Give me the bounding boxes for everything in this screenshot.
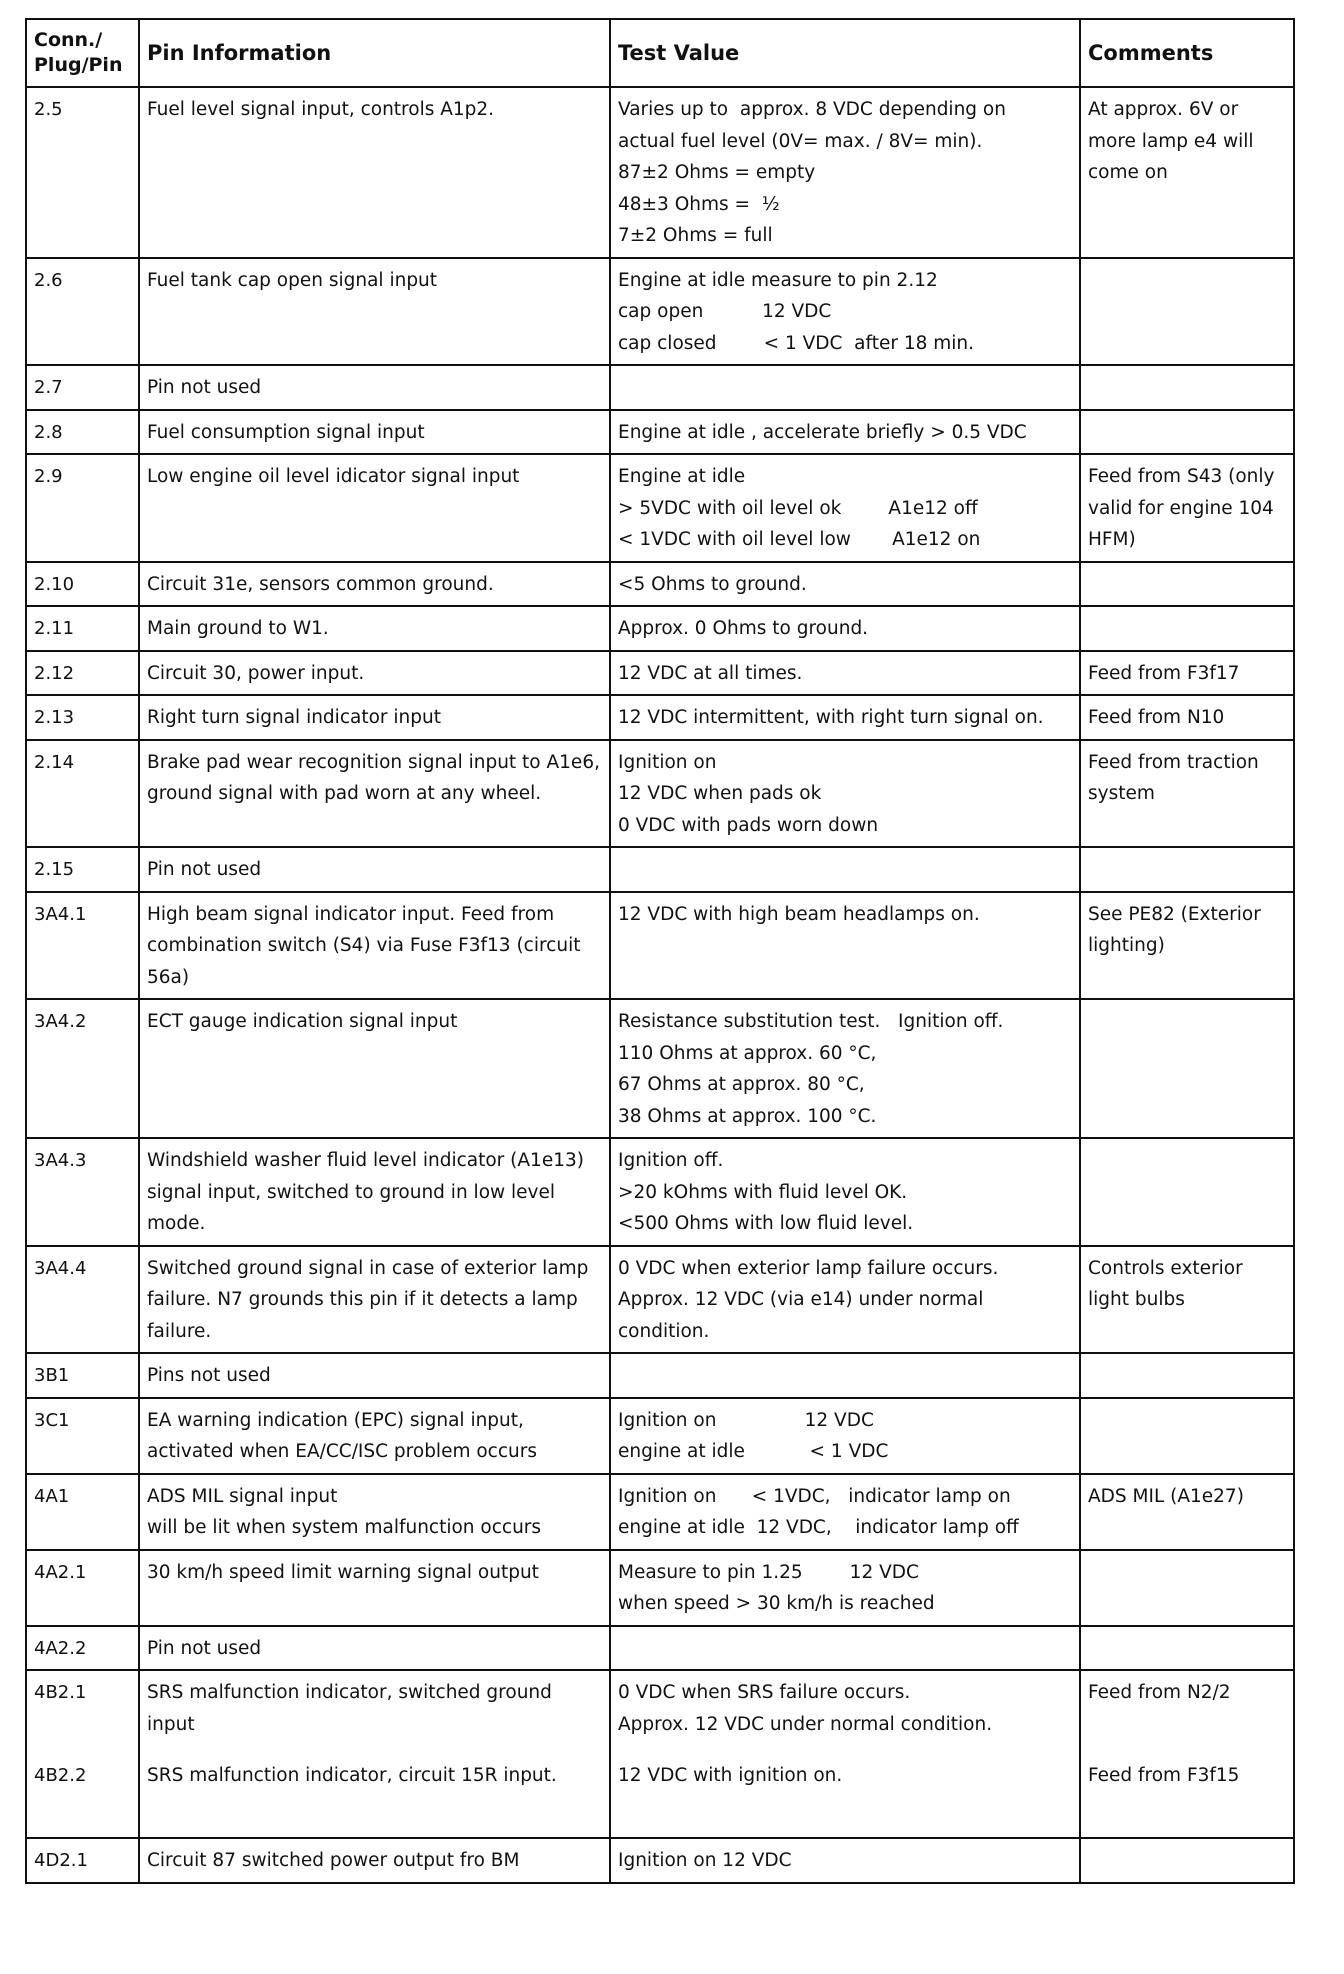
pin-information-cell: Right turn signal indicator input [139,695,610,740]
comments-cell: Feed from S43 (only valid for engine 104 HFM) [1080,454,1294,562]
test-value-cell [610,562,1080,607]
test-value-line: cap closed < 1 VDC after 18 min. [618,332,975,354]
comments-cell: ADS MIL (A1e27) [1080,1474,1294,1550]
test-value-line: Ignition on < 1VDC, indicator lamp on [618,1485,1011,1507]
comments-cell: At approx. 6V or more lamp e4 will come on [1080,87,1294,258]
table-row [26,562,1294,607]
test-value-line: Approx. 0 Ohms to ground. [618,618,869,639]
table-row [26,1353,1294,1398]
pin-cell: 4A2.1 [26,1550,139,1626]
test-value-line: < 1VDC with oil level low A1e12 on [618,529,981,550]
test-value-line: Ignition off. [618,1150,724,1171]
comments-cell [1080,1626,1294,1671]
pin-information-cell: Fuel level signal input, controls A1p2. [139,87,610,258]
test-value-line: 12 VDC intermittent, with right turn signal on. [618,707,1044,728]
pin-information-cell: Circuit 87 switched power output fro BM [139,1838,610,1883]
test-value-cell [610,892,1080,1000]
comments-cell: Controls exterior light bulbs [1080,1246,1294,1354]
test-value-cell [610,1246,1080,1354]
comments-cell [1080,258,1294,366]
test-value-cell [610,87,1080,258]
pin-cell: 2.9 [26,454,139,562]
table-row [26,1246,1294,1354]
table-row [26,740,1294,848]
test-value-cell [610,258,1080,366]
test-value-cell [610,695,1080,740]
pin-information-cell: Fuel consumption signal input [139,410,610,455]
test-value-line: condition. [618,1320,710,1342]
pin-cell: 3A4.3 [26,1138,139,1246]
test-value-cell [610,1550,1080,1626]
pin-information-cell: Pin not used [139,847,610,892]
table-row [26,87,1294,258]
pin-cell: 2.8 [26,410,139,455]
comments-cell [1080,1838,1294,1883]
pin-cell: 4B2.1 [26,1670,139,1754]
test-value-line: Ignition on 12 VDC [618,1409,874,1431]
test-value-line: when speed > 30 km/h is reached [618,1593,935,1614]
pin-information-cell: Pin not used [139,1626,610,1671]
test-value-cell [610,651,1080,696]
table-row [26,1138,1294,1246]
pin-cell: 3B1 [26,1353,139,1398]
test-value-line: Approx. 12 VDC (via e14) under normal [618,1289,984,1310]
test-value-line: Approx. 12 VDC under normal condition. [618,1713,993,1735]
comments-cell: See PE82 (Exterior lighting) [1080,892,1294,1000]
table-row [26,1550,1294,1626]
pin-information-cell: Circuit 31e, sensors common ground. [139,562,610,607]
pin-cell: 2.12 [26,651,139,696]
test-value-line: 12 VDC with high beam headlamps on. [618,903,980,925]
test-value-cell [610,1398,1080,1474]
comments-cell: Feed from F3f17 [1080,651,1294,696]
pin-information-cell: Low engine oil level idicator signal input [139,454,610,562]
comments-cell [1080,365,1294,410]
comments-cell [1080,847,1294,892]
pin-cell: 3A4.2 [26,999,139,1138]
test-value-line: Ignition on [618,751,717,773]
test-value-line: Ignition on 12 VDC [618,1850,792,1871]
table-row [26,1754,1294,1838]
pin-cell: 2.7 [26,365,139,410]
test-value-line: >20 kOhms with fluid level OK. [618,1181,908,1203]
test-value-line: 87±2 Ohms = empty [618,162,816,183]
table-row [26,410,1294,455]
table-row [26,258,1294,366]
test-value-cell [610,1838,1080,1883]
table-row [26,892,1294,1000]
pin-information-cell: Circuit 30, power input. [139,651,610,696]
header-pin-information: Pin Information [139,19,610,87]
table-body [26,87,1294,1883]
pin-cell: 2.15 [26,847,139,892]
comments-cell [1080,1353,1294,1398]
pin-cell: 4A2.2 [26,1626,139,1671]
test-value-cell [610,1754,1080,1838]
test-value-line: engine at idle 12 VDC, indicator lamp off [618,1517,1019,1538]
test-value-cell [610,1626,1080,1671]
comments-cell [1080,606,1294,651]
pin-cell: 3C1 [26,1398,139,1474]
pin-cell: 3A4.1 [26,892,139,1000]
test-value-line: 7±2 Ohms = full [618,225,773,246]
test-value-line: 48±3 Ohms = ½ [618,193,780,215]
test-value-cell [610,740,1080,848]
pin-information-cell: High beam signal indicator input. Feed from combination switch (S4) via Fuse F3f13 (circuit 56a) [139,892,610,1000]
test-value-line: engine at idle < 1 VDC [618,1441,889,1462]
test-value-line: Engine at idle , accelerate briefly > 0.5 VDC [618,421,1027,443]
pin-information-cell: EA warning indication (EPC) signal input, activated when EA/CC/ISC problem occurs [139,1398,610,1474]
test-value-line: 0 VDC when SRS failure occurs. [618,1682,911,1703]
header-comments: Comments [1080,19,1294,87]
test-value-line: > 5VDC with oil level ok A1e12 off [618,497,978,519]
pin-information-cell: Switched ground signal in case of exterior lamp failure. N7 grounds this pin if it detects a lamp failure. [139,1246,610,1354]
test-value-line: <500 Ohms with low fluid level. [618,1213,914,1234]
comments-cell [1080,1398,1294,1474]
pin-cell: 4B2.2 [26,1754,139,1838]
pin-cell: 2.13 [26,695,139,740]
header-conn-plug-pin: Conn./ Plug/Pin [26,19,139,87]
comments-cell: Feed from N10 [1080,695,1294,740]
test-value-cell [610,1670,1080,1754]
comments-cell: Feed from F3f15 [1080,1754,1294,1838]
test-value-line: 0 VDC with pads worn down [618,814,879,836]
pin-information-cell: Brake pad wear recognition signal input to A1e6, ground signal with pad worn at any wheel. [139,740,610,848]
test-value-cell [610,1474,1080,1550]
test-value-cell [610,1138,1080,1246]
test-value-cell [610,410,1080,455]
table-row [26,999,1294,1138]
pin-information-cell: Fuel tank cap open signal input [139,258,610,366]
table-row [26,1398,1294,1474]
pin-information-cell: SRS malfunction indicator, switched ground input [139,1670,610,1754]
test-value-line: 110 Ohms at approx. 60 °C, [618,1042,877,1064]
pin-information-cell: Pin not used [139,365,610,410]
pin-cell: 2.11 [26,606,139,651]
table-row [26,454,1294,562]
test-value-cell [610,1353,1080,1398]
pin-test-table [25,18,1295,1884]
test-value-line: 12 VDC at all times. [618,662,803,684]
test-value-line: Engine at idle [618,466,746,487]
pin-information-cell: SRS malfunction indicator, circuit 15R input. [139,1754,610,1838]
comments-cell: Feed from traction system [1080,740,1294,848]
header-test-value: Test Value [610,19,1080,87]
test-value-cell [610,999,1080,1138]
test-value-cell [610,606,1080,651]
comments-cell [1080,562,1294,607]
table-row [26,651,1294,696]
test-value-cell [610,365,1080,410]
test-value-line: 0 VDC when exterior lamp failure occurs. [618,1257,999,1279]
test-value-line: Engine at idle measure to pin 2.12 [618,269,938,291]
pin-information-cell: ADS MIL signal input will be lit when system malfunction occurs [139,1474,610,1550]
test-value-line: 38 Ohms at approx. 100 °C. [618,1105,877,1127]
table-row [26,1670,1294,1754]
pin-cell: 4A1 [26,1474,139,1550]
test-value-cell [610,454,1080,562]
pin-information-cell: Main ground to W1. [139,606,610,651]
test-value-line: cap open 12 VDC [618,301,832,322]
table-row [26,695,1294,740]
comments-cell [1080,410,1294,455]
table-row [26,1838,1294,1883]
header-row [26,19,1294,87]
table-row [26,1474,1294,1550]
comments-cell [1080,1138,1294,1246]
pin-cell: 2.14 [26,740,139,848]
comments-cell [1080,999,1294,1138]
pin-information-cell: 30 km/h speed limit warning signal output [139,1550,610,1626]
table-row [26,606,1294,651]
pin-information-cell: Pins not used [139,1353,610,1398]
table-row [26,1626,1294,1671]
test-value-line: 12 VDC with ignition on. [618,1765,843,1786]
pin-cell: 2.6 [26,258,139,366]
pin-cell: 3A4.4 [26,1246,139,1354]
test-value-line: 67 Ohms at approx. 80 °C, [618,1074,865,1095]
test-value-line: <5 Ohms to ground. [618,573,807,595]
pin-cell: 4D2.1 [26,1838,139,1883]
test-value-line: 12 VDC when pads ok [618,783,822,804]
table-row [26,847,1294,892]
pin-information-cell: ECT gauge indication signal input [139,999,610,1138]
test-value-line: Measure to pin 1.25 12 VDC [618,1561,919,1583]
test-value-line: Varies up to approx. 8 VDC depending on [618,99,1006,120]
test-value-line: Resistance substitution test. Ignition off. [618,1011,1004,1032]
pin-cell: 2.5 [26,87,139,258]
pin-cell: 2.10 [26,562,139,607]
test-value-line: actual fuel level (0V= max. / 8V= min). [618,130,983,152]
test-value-cell [610,847,1080,892]
pin-information-cell: Windshield washer fluid level indicator (A1e13) signal input, switched to ground in low level mode. [139,1138,610,1246]
comments-cell [1080,1550,1294,1626]
table-row [26,365,1294,410]
comments-cell: Feed from N2/2 [1080,1670,1294,1754]
